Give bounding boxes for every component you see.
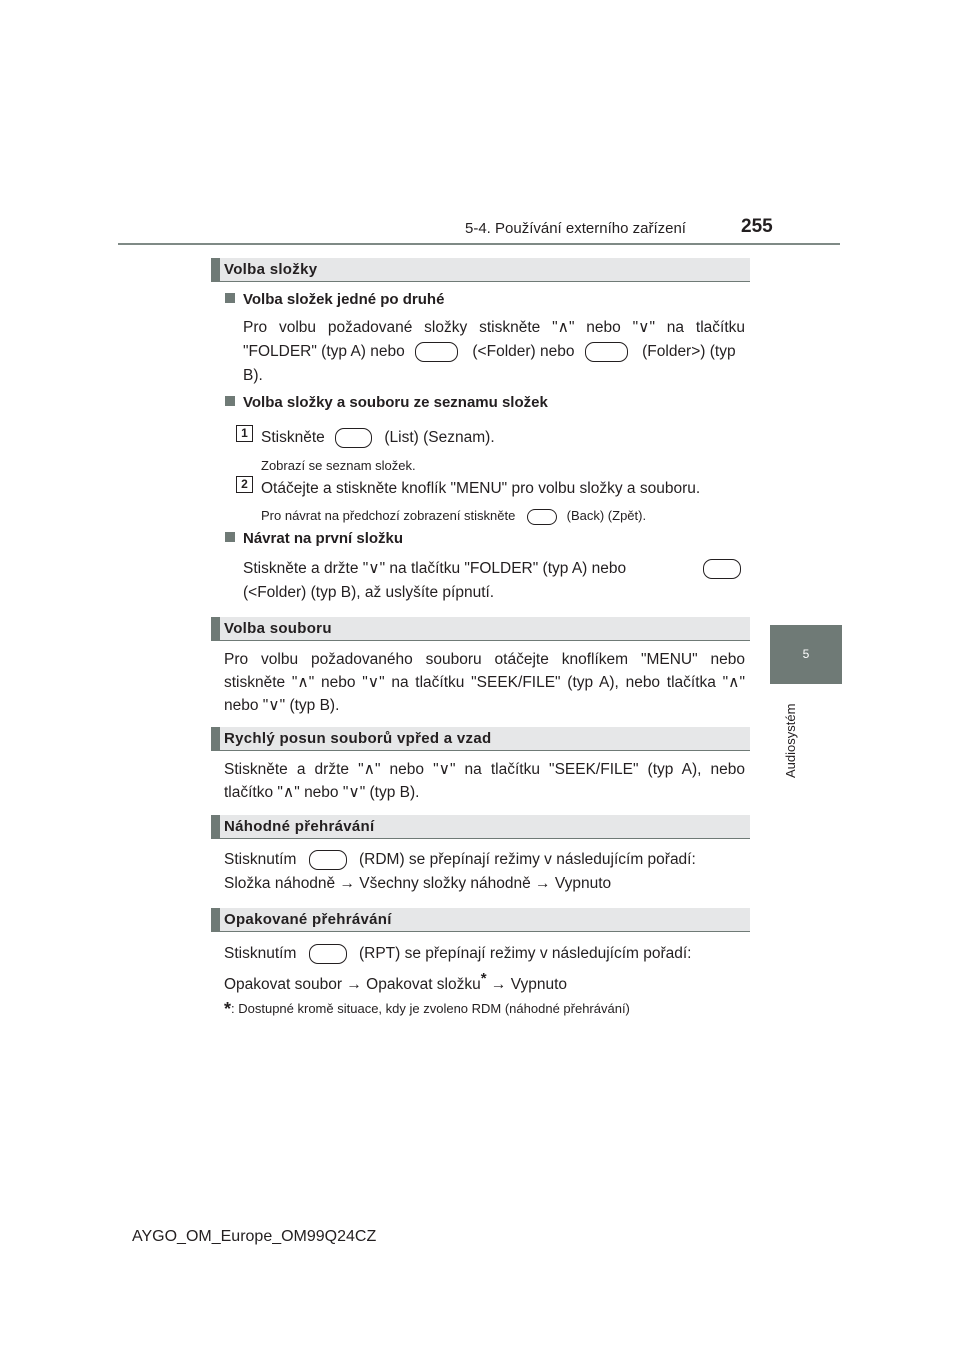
section-title: Volba složky — [224, 261, 318, 278]
paragraph: Stiskněte a držte "∧" nebo "∨" na tlačítku "SEEK/FILE" (typ A), nebo tlačítko "∧" nebo "∨" (typ B). — [224, 761, 745, 801]
page-number: 255 — [741, 216, 773, 237]
section-header-repeat — [211, 908, 750, 932]
chapter-tab: 5 — [770, 625, 842, 684]
paragraph: Pro volbu požadované složky stiskněte "∧" nebo "∨" na tlačítku — [243, 319, 745, 336]
step-note: Pro návrat na předchozí zobrazení stiskněte (Back) (Zpět). — [261, 508, 647, 523]
back-button-icon — [527, 509, 557, 525]
section-title: Opakované přehrávání — [224, 911, 392, 928]
paragraph-line: Stisknutím (RPT) se přepínají režimy v následujícím pořadí: — [224, 945, 692, 963]
step-text: Stiskněte (List) (Seznam). — [261, 429, 495, 447]
folder-next-button-icon — [585, 342, 628, 362]
step-text: Otáčejte a stiskněte knoflík "MENU" pro volbu složky a souboru. — [261, 480, 701, 497]
paragraph-line: Stiskněte a držte "∨" na tlačítku "FOLDER" (typ A) nebo — [243, 559, 745, 578]
section-title: Volba souboru — [224, 620, 332, 637]
step-note: Zobrazí se seznam složek. — [261, 458, 416, 473]
paragraph-line: (<Folder) (typ B), až uslyšíte pípnutí. — [243, 584, 495, 601]
rpt-button-icon — [309, 944, 347, 964]
footnote: *: Dostupné kromě situace, kdy je zvoleno RDM (náhodné přehrávání) — [224, 999, 630, 1019]
step-number: 1 — [236, 425, 253, 442]
list-button-icon — [335, 428, 372, 448]
chapter-label — [781, 690, 811, 780]
rdm-button-icon — [309, 850, 347, 870]
folder-prev-button-icon — [703, 559, 741, 579]
header-section-title: 5-4. Používání externího zařízení — [465, 220, 686, 237]
mode-sequence: Složka náhodně → Všechny složky náhodně → Vypnuto — [224, 875, 612, 892]
section-header-file — [211, 617, 750, 641]
paragraph-line: "FOLDER" (typ A) nebo (<Folder) nebo (Folder>) (typ — [243, 343, 736, 361]
chapter-label-text: Audiosystém — [783, 703, 798, 778]
paragraph-line: Stisknutím (RDM) se přepínají režimy v následujícím pořadí: — [224, 851, 696, 869]
subheading-first-folder: Návrat na první složku — [225, 530, 403, 547]
section-header-random — [211, 815, 750, 839]
section-header-fast — [211, 727, 750, 751]
paragraph: Pro volbu požadovaného souboru otáčejte knoflíkem "MENU" nebo stiskněte "∧" nebo "∨" na tlačítku "SEEK/FILE" (typ A), nebo tlačítka "∧" nebo "∨" (typ B). — [224, 651, 745, 714]
section-title: Náhodné přehrávání — [224, 818, 375, 835]
header-divider — [118, 243, 840, 245]
step-number: 2 — [236, 476, 253, 493]
square-bullet-icon — [225, 396, 235, 406]
square-bullet-icon — [225, 532, 235, 542]
section-title: Rychlý posun souborů vpřed a vzad — [224, 730, 492, 747]
square-bullet-icon — [225, 293, 235, 303]
section-header-folder — [211, 258, 750, 282]
subheading-folder-one-by-one: Volba složek jedné po druhé — [225, 291, 444, 308]
document-code: AYGO_OM_Europe_OM99Q24CZ — [132, 1228, 377, 1245]
subheading-folder-list: Volba složky a souboru ze seznamu složek — [225, 394, 548, 411]
folder-prev-button-icon — [415, 342, 458, 362]
mode-sequence: Opakovat soubor → Opakovat složku* → Vypnuto — [224, 970, 568, 994]
paragraph-line: B). — [243, 367, 263, 384]
